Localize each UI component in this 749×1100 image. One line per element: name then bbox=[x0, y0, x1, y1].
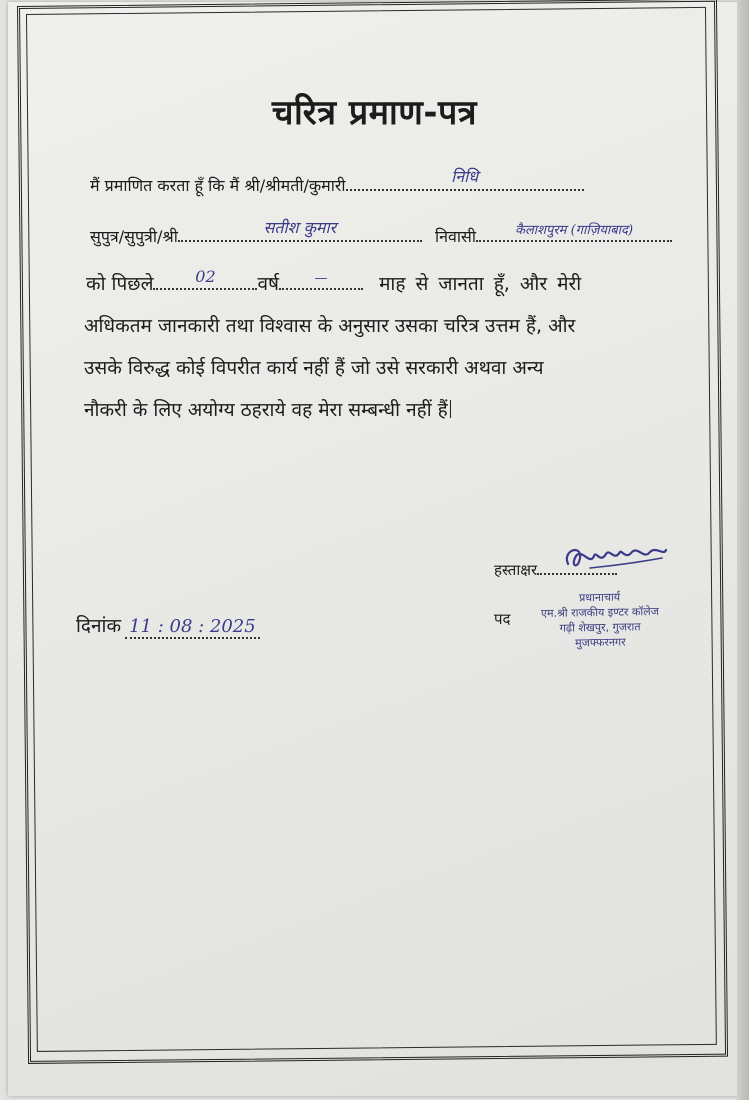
duration-prefix: को पिछले bbox=[86, 273, 154, 295]
months-value: — bbox=[314, 271, 328, 286]
resident-field bbox=[476, 223, 672, 242]
stamp-line: एम.श्री राजकीय इण्टर कॉलेज bbox=[540, 604, 659, 621]
father-field bbox=[178, 218, 422, 242]
certify-prefix: मैं प्रमाणित करता हूँ कि मैं श्री/श्रीमती/कुमारी bbox=[90, 176, 346, 195]
end-mark bbox=[450, 400, 452, 418]
body-line-2: उसके विरुद्ध कोई विपरीत कार्य नहीं हैं जो उसे सरकारी अथवा अन्य bbox=[84, 357, 544, 379]
body-line-1: अधिकतम जानकारी तथा विश्वास के अनुसार उसका चरित्र उत्तम हैं, और bbox=[84, 315, 576, 337]
stamp-line: गढ़ी शेखपुर, गुजरात bbox=[559, 620, 641, 635]
resident-value: कैलाशपुरम (गाज़ियाबाद) bbox=[514, 223, 634, 238]
duration-line bbox=[86, 267, 582, 296]
duration-suffix: माह से जानता हूँ, और मेरी bbox=[379, 273, 582, 295]
years-value: 02 bbox=[195, 267, 216, 286]
parent-prefix: सुपुत्र/सुपुत्री/श्री bbox=[90, 227, 178, 246]
signature-image bbox=[560, 540, 670, 574]
name-value: निधि bbox=[451, 167, 479, 186]
date-value: 11 : 08 : 2025 bbox=[125, 616, 260, 639]
inner-border bbox=[26, 7, 717, 1052]
stamp-line: मुजफ्फरनगर bbox=[574, 635, 626, 650]
stamp-line: प्रधानाचार्य bbox=[578, 590, 621, 605]
principal-stamp bbox=[519, 589, 680, 652]
date-row bbox=[76, 612, 260, 638]
page-edge bbox=[737, 0, 749, 1100]
resident-label: निवासी bbox=[434, 227, 476, 246]
body-line-3 bbox=[84, 396, 664, 422]
years-label: वर्ष bbox=[257, 273, 280, 295]
years-field bbox=[153, 267, 257, 290]
post-label: पद bbox=[494, 610, 511, 628]
certify-line bbox=[90, 167, 584, 196]
date-label: दिनांक bbox=[76, 615, 122, 637]
signature-label-text: हस्ताक्षर bbox=[494, 561, 538, 579]
parent-line bbox=[90, 218, 672, 247]
father-value: सतीश कुमार bbox=[263, 218, 337, 237]
body-line-3-text: नौकरी के लिए अयोग्य ठहराये वह मेरा सम्बन्धी नहीं हैं bbox=[84, 399, 448, 421]
page-title: चरित्र प्रमाण-पत्र bbox=[271, 93, 478, 133]
name-field bbox=[346, 167, 584, 191]
months-field bbox=[279, 271, 363, 290]
